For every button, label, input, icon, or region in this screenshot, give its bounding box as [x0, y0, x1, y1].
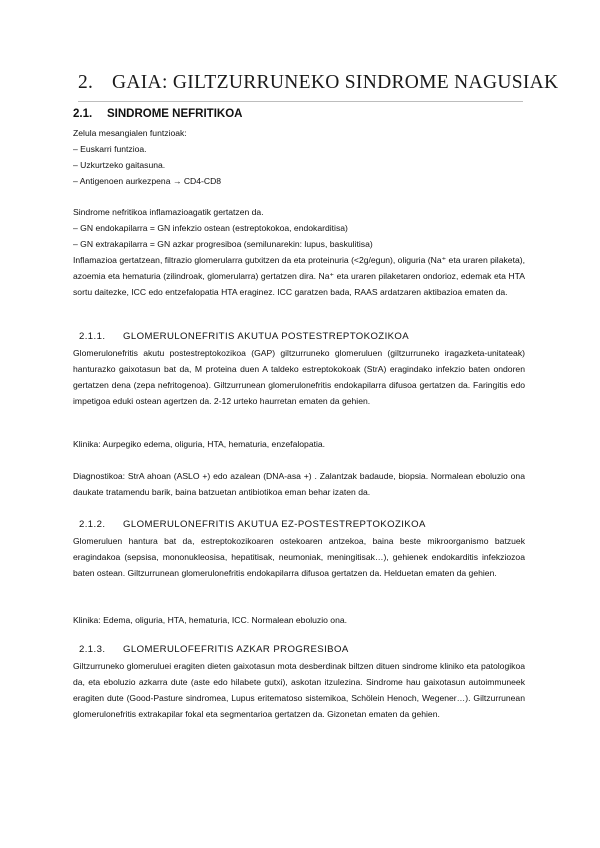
clinic-text: Klinika: Edema, oliguria, HTA, hematuria, ICC. Normalean eboluzio ona.	[73, 615, 348, 625]
subsection-title-2-1-2	[79, 519, 426, 530]
subsection-title-2-1-3	[79, 644, 349, 655]
subsection-number: 2.1.3.	[79, 644, 106, 655]
chapter-title	[78, 72, 559, 94]
list-item: – Uzkurtzeko gaitasuna.	[73, 160, 166, 170]
definition-line: – GN extrakapilarra = GN azkar progresiboa (semilunarekin: lupus, baskulitisa)	[73, 239, 373, 249]
intro-list	[73, 125, 525, 189]
definition-line: – GN endokapilarra = GN infekzio ostean (estreptokokoa, endokarditisa)	[73, 223, 348, 233]
subsection-number: 2.1.2.	[79, 519, 106, 530]
definition-line: Sindrome nefritikoa inflamazioagatik gertatzen da.	[73, 207, 264, 217]
section-title-text: SINDROME NEFRITIKOA	[107, 108, 243, 120]
subsection-description: Glomerulonefritis akutu postestreptokozikoa (GAP) giltzurruneko glomeruluen (giltzurruneko iragazketa-unitateak) hanturazko gaixotasun bat da, M proteina duen A taldeko estreptokokoak (StrA) eragindako infekzio baten ondoren gertatzen dena (zepa nefritogenoa). Giltzurrunean glomerulonefritis endokapilarra difusoa gertatzen da. Faringitis edo impetigoa eduki ostean agertzen da. 2-12 urteko haurretan ematen da gehien.	[73, 348, 525, 406]
subsection-title-2-1-1	[79, 331, 409, 342]
subsection-number: 2.1.1.	[79, 331, 106, 342]
diagnosis-text: Diagnostikoa: StrA ahoan (ASLO +) edo azalean (DNA-asa +) . Zalantzak badaude, biopsia. Normalean eboluzio ona daukate tratamendu barik, baina batzuetan antibiotikoa eman behar izaten da.	[73, 471, 525, 497]
chapter-number: 2.	[78, 72, 94, 93]
definition-paragraph: Inflamazioa gertatzean, filtrazio glomerularra gutxitzen da eta proteinuria (<2g/egun), oliguria (Na⁺ eta uraren pilaketa), azoemia eta hematuria (zilindroak, glomerularra) gertatzen dira. Na⁺ eta uraren pilaketaren ondorioz, edemak eta HTA sortu daitezke, ICC edo entzefalopatia HTA eraginez. ICC garatzen bada, RAAS ardatzaren aktibazioa ematen da.	[73, 255, 525, 297]
list-item: – Euskarri funtzioa.	[73, 144, 147, 154]
subsection-description: Giltzurruneko glomeruluei eragiten dieten gaixotasun mota desberdinak biltzen dituen sindrome kliniko eta patologikoa da, eta eboluzio azkarra dute (aste edo hilabete gutxi), askotan itzulezina. Sindrome hau gaixotasun autoimmuneek eragiten dute (Good-Pasture sindromea, Lupus eritematoso sistemikoa, Schölein Henoch, Wegener…). Giltzurrunean glomerulonefritis extrakapilar fokal eta segmentarioa gertatzen da. Gizonetan ematen da gehien.	[73, 661, 525, 719]
list-item: – Antigenoen aurkezpena → CD4-CD8	[73, 176, 222, 186]
subsection-description: Glomeruluen hantura bat da, estreptokozikoaren ostekoaren antzekoa, baina beste mikroorganismo batzuek eragindakoa (sepsisa, mononukleosisa, hepatitisak, neumoniak, meningitisak…), gehienek endokarditis infekziozoa baten ostean. Giltzurrunean glomerulonefritis endokapilarra difusoa gertatzen da. Helduetan ematen da gehien.	[73, 536, 525, 578]
intro-list-heading: Zelula mesangialen funtzioak:	[73, 128, 187, 138]
section-title	[73, 108, 242, 120]
chapter-title-text: GAIA: GILTZURRUNEKO SINDROME NAGUSIAK	[112, 72, 559, 93]
subsection-title-text: GLOMERULOFEFRITIS AZKAR PROGRESIBOA	[123, 644, 349, 655]
chapter-divider	[78, 101, 523, 102]
subsection-title-text: GLOMERULONEFRITIS AKUTUA POSTESTREPTOKOZIKOA	[123, 331, 410, 342]
subsection-title-text: GLOMERULONEFRITIS AKUTUA EZ-POSTESTREPTOKOZIKOA	[123, 519, 426, 530]
clinic-text: Klinika: Aurpegiko edema, oliguria, HTA, hematuria, enzefalopatia.	[73, 439, 326, 449]
section-number: 2.1.	[73, 108, 93, 120]
definition-block	[73, 204, 525, 300]
